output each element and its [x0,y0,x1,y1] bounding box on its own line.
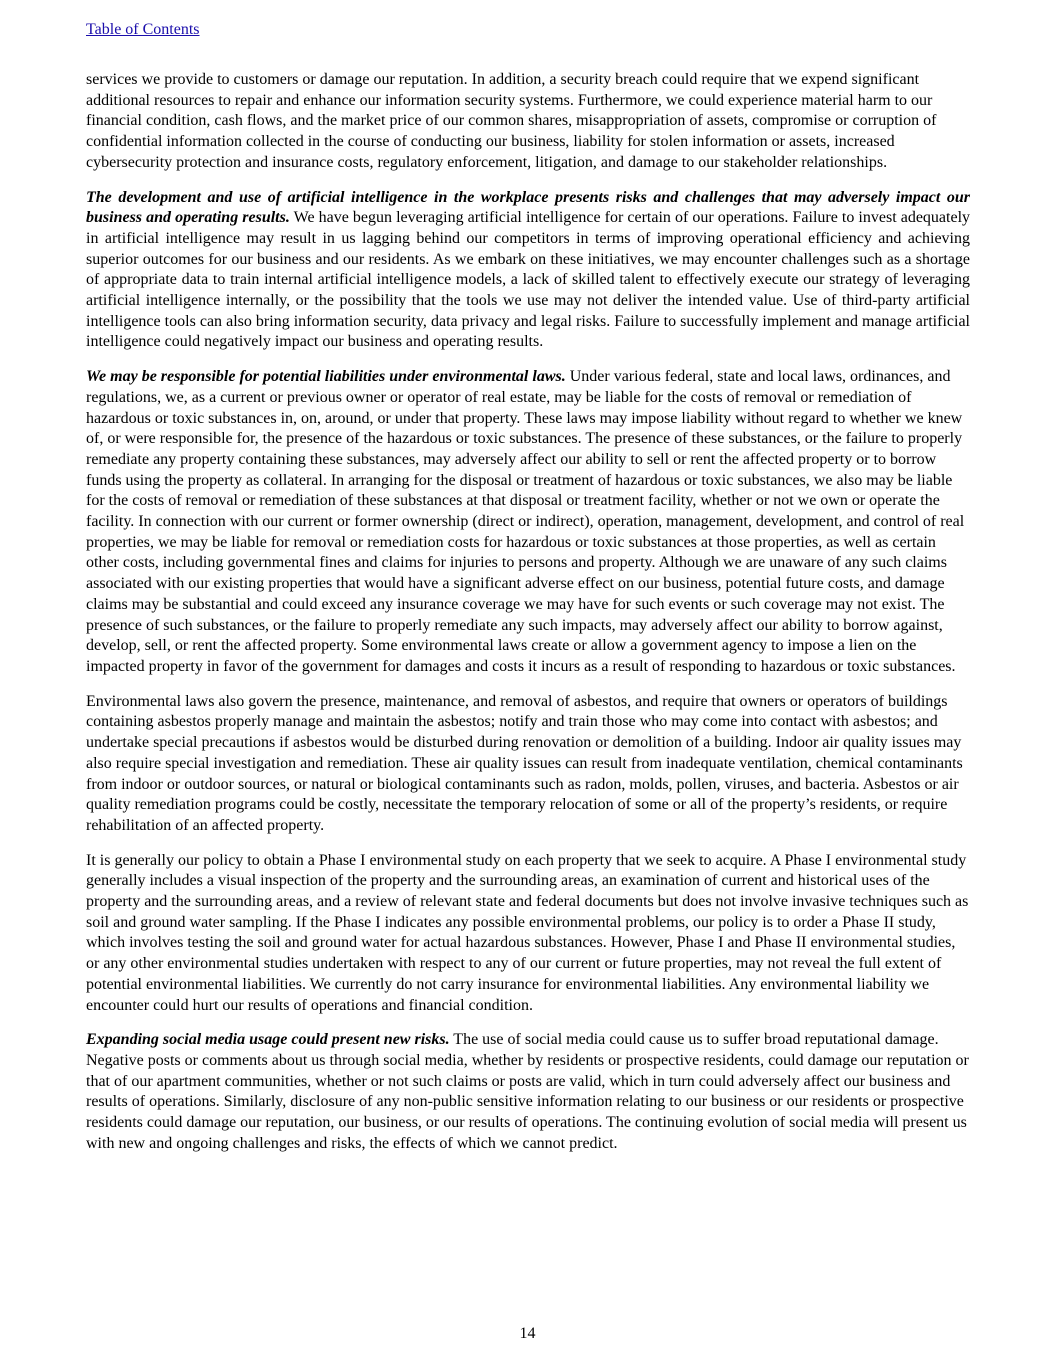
risk-heading-environmental-laws: We may be responsible for potential liabilities under environmental laws. [86,368,566,386]
risk-body-social-media: The use of social media could cause us to suffer broad reputational damage. Negative posts or comments about us through social media, whether by residents or prospective residents, could damage our reputation or that of our apartment communities, whether or not such claims or posts are valid, which in turn could adversely affect our business and results of operations. Similarly, disclosure of any non-public sensitive information relating to our business or our residents or prospective residents could damage our reputation, our business, or our results of operations. The continuing evolution of social media will present us with new and ongoing challenges and risks, the effects of which we cannot predict. [86,1031,969,1152]
paragraph-asbestos: Environmental laws also govern the presence, maintenance, and removal of asbestos, and require that owners or operators of buildings containing asbestos properly manage and maintain the asbestos; notify and train those who may come into contact with asbestos; and undertake special precautions if asbestos would be disturbed during renovation or demolition of a building. Indoor air quality issues may also require special investigation and remediation. These air quality issues can result from inadequate ventilation, chemical contaminants from indoor or outdoor sources, or natural or biological contaminants such as radon, molds, pollen, viruses, and bacteria. Asbestos or air quality remediation programs could be costly, necessitate the temporary relocation of some or all of the property’s residents, or require rehabilitation of an affected property. [86,692,963,834]
paragraph-environmental-laws [86,367,970,678]
document-body [86,70,970,1168]
risk-heading-artificial-intelligence: The development and use of artificial intelligence in the workplace presents risks and challenges that may adversely impact our business and operating results. [86,188,970,227]
paragraph-social-media [86,1030,970,1154]
risk-heading-social-media: Expanding social media usage could present new risks. [86,1031,450,1049]
paragraph-artificial-intelligence [86,188,970,354]
paragraph-security-breach: services we provide to customers or damage our reputation. In addition, a security breach could require that we expend significant additional resources to repair and enhance our information security systems. Furthermore, we could experience material harm to our financial condition, cash flows, and the market price of our common shares, misappropriation of assets, compromise or corruption of confidential information collected in the course of conducting our business, liability for stolen information or assets, increased cybersecurity protection and insurance costs, regulatory enforcement, litigation, and damage to our stakeholder relationships. [86,71,937,171]
page-number: 14 [519,1325,536,1342]
table-of-contents-link[interactable]: Table of Contents [86,21,200,38]
paragraph-phase-studies: It is generally our policy to obtain a Phase I environmental study on each property that we seek to acquire. A Phase I environmental study generally includes a visual inspection of the property and the surrounding areas, an examination of current and historical uses of the property and the surrounding areas, and a review of relevant state and federal documents but does not involve invasive techniques such as soil and ground water sampling. If the Phase I indicates any possible environmental problems, our policy is to order a Phase II study, which involves testing the soil and ground water for actual hazardous substances. However, Phase I and Phase II environmental studies, or any other environmental studies undertaken with respect to any of our current or future properties, may not reveal the full extent of potential environmental liabilities. We currently do not carry insurance for environmental liabilities. Any environmental liability we encounter could hurt our results of operations and financial condition. [86,851,969,1014]
risk-body-environmental-laws: Under various federal, state and local laws, ordinances, and regulations, we, as a current or previous owner or operator of real estate, may be liable for the costs of removal or remediation of hazardous or toxic substances in, on, around, or under that property. These laws may impose liability without regard to whether we knew of, or were responsible for, the presence of the hazardous or toxic substances. The presence of these substances, or the failure to properly remediate any property containing these substances, may adversely affect our ability to sell or rent the affected property or to borrow funds using the property as collateral. In arranging for the disposal or treatment of hazardous or toxic substances, we also may be liable for the costs of removal or remediation of these substances at that disposal or treatment facility, whether or not we own or operate the facility. In connection with our current or former ownership (direct or indirect), operation, management, development, and control of real properties, we may be liable for removal or remediation costs for hazardous or toxic substances at those properties, as well as certain other costs, including governmental fines and claims for injuries to persons and property. Although we are unaware of any such claims associated with our existing properties that would have a significant adverse effect on our business, potential future costs, and damage claims may be substantial and could exceed any insurance coverage we may have for such events or such coverage may not exist. The presence of such substances, or the failure to properly remediate any such impacts, may adversely affect our ability to borrow against, develop, sell, or rent the affected property. Some environmental laws create or allow a government agency to impose a lien on the impacted property in favor of the government for damages and costs it incurs as a result of responding to hazardous or toxic substances. [86,368,965,675]
risk-body-artificial-intelligence: We have begun leveraging artificial intelligence for certain of our operations. Failure to invest adequately in artificial intelligence may result in us lagging behind our competitors in terms of improving operational efficiency and achieving superior outcomes for our business and our residents. As we embark on these initiatives, we may encounter challenges such as a shortage of appropriate data to train internal artificial intelligence models, a lack of skilled talent to effectively execute our strategy of leveraging artificial intelligence internally, or the possibility that the tools we use may not deliver the intended value. Use of third-party artificial intelligence tools can also bring information security, data privacy and legal risks. Failure to successfully implement and manage artificial intelligence could negatively impact our business and operating results. [86,209,971,351]
